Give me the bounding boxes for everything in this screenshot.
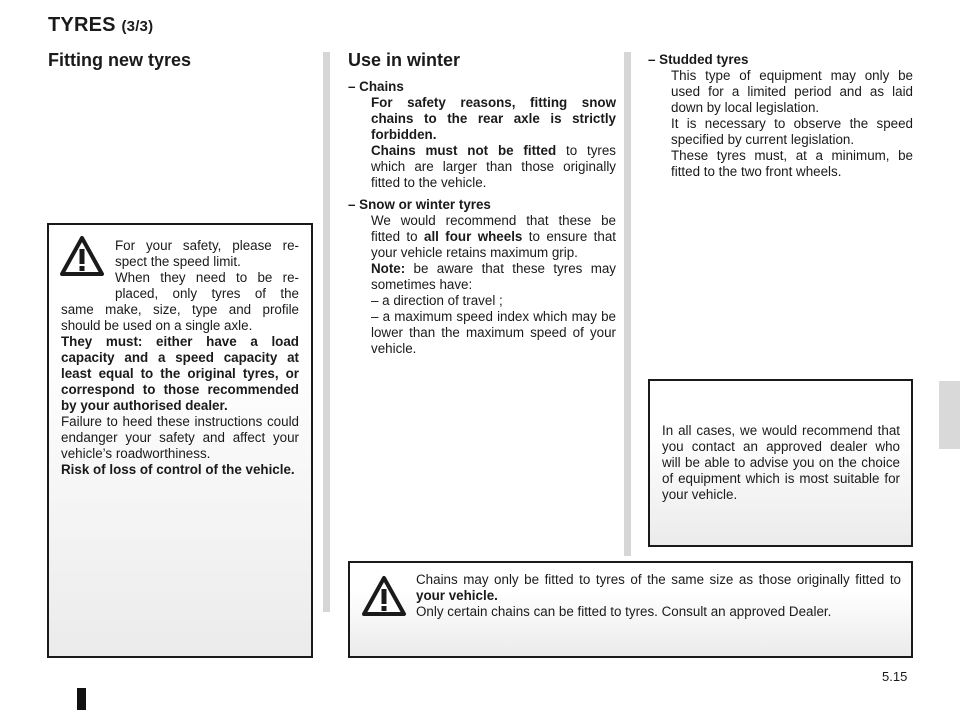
warning-line-1: For your safety, please re- <box>115 238 299 253</box>
warning-line-4: placed, only tyres of the <box>115 286 299 301</box>
studded-tyres-text-2: It is necessary to observe the speed specified by current legislation. <box>671 116 913 147</box>
dealer-advice-box <box>648 379 913 547</box>
studded-tyres-heading: – Studded tyres <box>648 52 749 67</box>
warning-line-5: same make, size, type and profile should be used on a single axle. <box>61 302 299 333</box>
chains-warning-text-2: Only certain chains can be fitted to tyres. Consult an approved Dealer. <box>416 604 832 619</box>
section-heading-winter: Use in winter <box>348 50 461 70</box>
warning-consequence: Failure to heed these instructions could endanger your safety and affect your vehicle’s roadworthiness. <box>61 414 299 461</box>
chains-safety-text: For safety reasons, fitting snow chains to the rear axle is strictly forbidden. <box>371 95 616 142</box>
snow-tyres-heading: – Snow or winter tyres <box>348 197 491 212</box>
snow-tyres-recommend: We would recommend that these be fitted to all four wheels to ensure that your vehicle retains maximum grip. <box>371 213 617 260</box>
studded-tyres-text-3: These tyres must, at a minimum, be fitted to the two front wheels. <box>671 148 913 179</box>
warning-triangle-icon <box>361 575 407 617</box>
warning-box-fitting <box>47 223 313 658</box>
warning-bold-requirement: They must: either have a load capacity and a speed capacity at least equal to the original tyres, or correspond to those recommended by your authorised dealer. <box>61 334 299 413</box>
column-divider-left <box>323 52 330 612</box>
snow-tyres-item-direction: – a direction of travel ; <box>371 293 503 308</box>
warning-line-2: spect the speed limit. <box>115 254 241 269</box>
page-title <box>48 14 153 37</box>
warning-line-3: When they need to be re- <box>115 270 299 285</box>
warning-triangle-icon <box>59 235 105 277</box>
corner-marker <box>77 688 86 710</box>
studded-tyres-text-1: This type of equipment may only be used for a limited period and as laid down by local legislation. <box>671 68 913 115</box>
warning-box-chains <box>348 561 913 658</box>
chains-size-text: Chains must not be fitted to tyres which are larger than those originally fitted to the vehicle. <box>371 143 616 190</box>
page-title-main: TYRES <box>48 14 116 36</box>
snow-tyres-note: Note: be aware that these tyres may sometimes have: <box>371 261 616 292</box>
section-heading-fitting: Fitting new tyres <box>48 50 192 70</box>
warning-risk: Risk of loss of control of the vehicle. <box>61 462 295 477</box>
column-divider-right <box>624 52 631 556</box>
chains-warning-text-1: Chains may only be fitted to tyres of the same size as those originally fitted to your vehicle. <box>416 572 901 603</box>
dealer-advice-text: In all cases, we would recommend that you contact an approved dealer who will be able to advise you on the choice of equipment which is most suitable for your vehicle. <box>662 423 900 502</box>
winter-content <box>348 79 616 357</box>
studded-content <box>648 52 913 180</box>
chains-heading: – Chains <box>348 79 404 94</box>
chapter-side-tab <box>939 381 960 449</box>
page-number: 5.15 <box>882 669 908 684</box>
page-title-part: (3/3) <box>121 18 154 35</box>
snow-tyres-item-speed: – a maximum speed index which may be lower than the maximum speed of your vehicle. <box>371 309 616 356</box>
